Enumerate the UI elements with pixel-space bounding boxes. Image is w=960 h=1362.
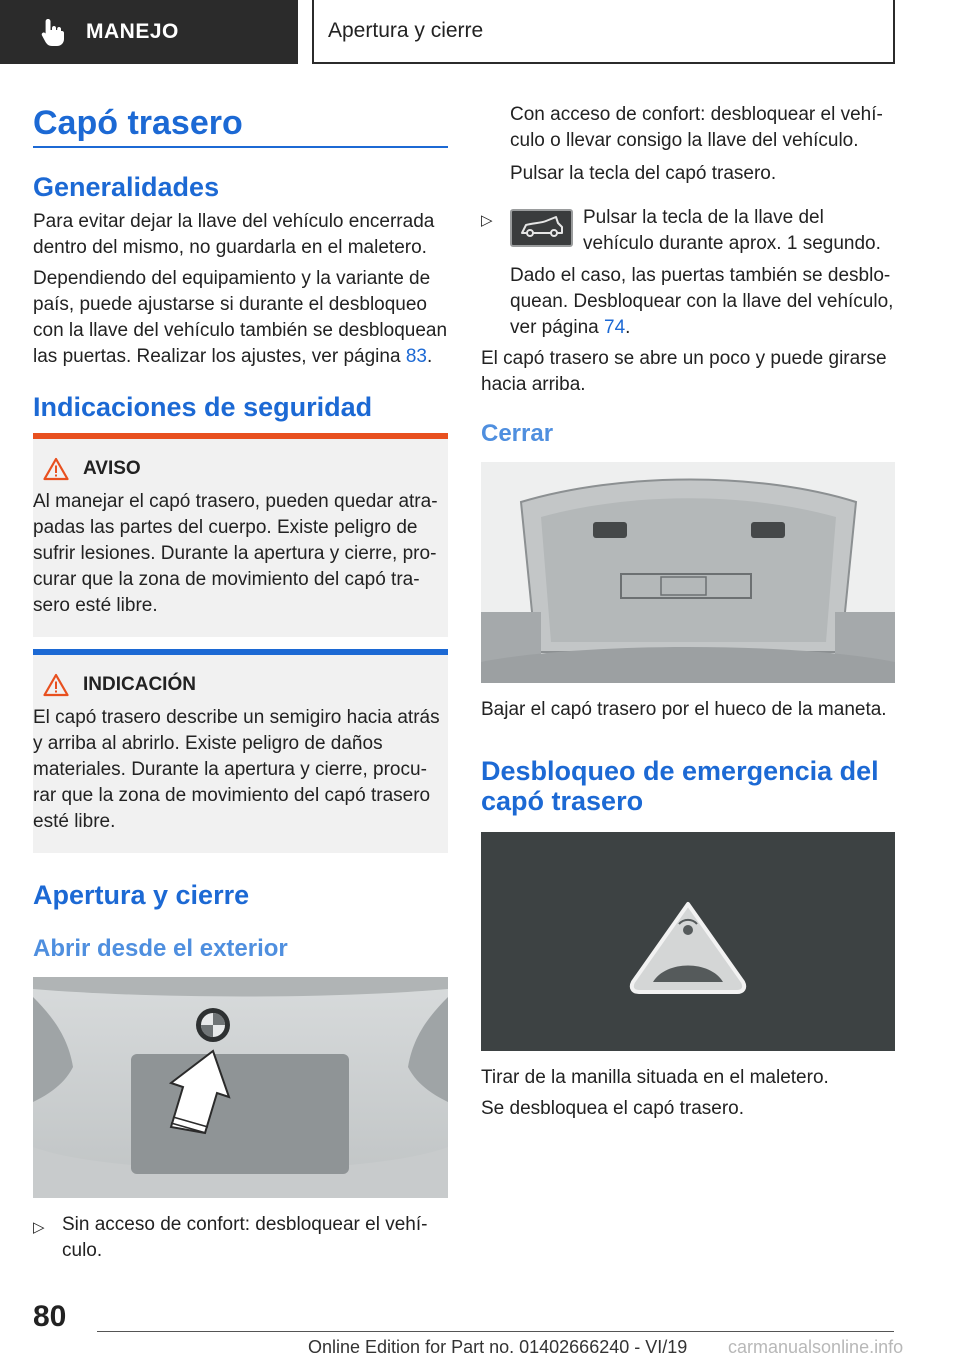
indicacion-text: El capó trasero describe un semigiro hacia atrás y arriba al abrirlo. Existe peligro de daños materiales. Durante la apertura y cierre, procurar que la zona de movimiento del capó trasero esté libre. [33,707,440,832]
aviso-text: Al manejar el capó trasero, pueden quedar atrapadas las partes del cuerpo. Existe peligro de sufrir lesiones. Durante la apertura y cierre, procurar que la zona de movimiento del capó trasero esté libre. [33,491,438,616]
aviso-bar [33,433,448,439]
figure-trunk-lid-inside [481,462,895,683]
indicacion-label: INDICACIÓN [83,674,196,695]
heading-apertura: Apertura y cierre [33,880,250,910]
page-link-74[interactable]: 74 [604,317,626,338]
chapter-header [312,0,895,64]
watermark: carmanualsonline.info [728,1337,904,1357]
step-sin-acceso: Sin acceso de confort: desbloquear el vehículo. [62,1214,428,1261]
generalidades-p1: Para evitar dejar la llave del vehículo encerrada dentro del mismo, no guardarla en el maletero. [33,211,435,258]
warning-box-aviso [33,433,448,637]
title-rule [33,146,448,148]
warning-triangle-icon [43,673,69,697]
heading-generalidades: Generalidades [33,172,220,202]
triangle-bullet-icon: ▷ [33,1219,45,1236]
aviso-label: AVISO [83,458,141,479]
hand-pointer-icon [40,17,66,47]
text-se-desbloquea: Se desbloquea el capó trasero. [481,1098,745,1119]
warning-triangle-icon [43,457,69,481]
text-cerrar: Bajar el capó trasero por el hueco de la maneta. [481,699,887,720]
heading-emergencia: Desbloqueo de emergencia del capó trasero [481,756,879,816]
text-tirar-manilla: Tirar de la manilla situada en el maletero. [481,1067,829,1088]
triangle-bullet-icon: ▷ [481,212,493,229]
key-trunk-button-image [510,209,573,247]
figure-trunk-exterior [33,977,448,1198]
warning-box-indicacion [33,649,448,853]
generalidades-p2: Dependiendo del equipamiento y la variante de país, puede ajustarse si durante el desbloqueo con la llave del vehículo también se desbloquean las puertas. Realizar los ajustes, ver página 83. [33,268,448,367]
heading-cerrar: Cerrar [481,420,554,447]
text-capo-se-abre: El capó trasero se abre un poco y puede girarse hacia arriba. [481,348,887,395]
heading-abrir-exterior: Abrir desde el exterior [33,935,288,962]
page-link-83[interactable]: 83 [405,346,427,367]
text-pulsar-tecla: Pulsar la tecla del capó trasero. [510,163,777,184]
indicacion-bar [33,649,448,655]
section-label: MANEJO [86,20,179,43]
chapter-title: Apertura y cierre [328,19,484,42]
text-con-acceso: Con acceso de confort: desbloquear el vehículo o llevar consigo la llave del vehículo. [510,104,883,151]
page-title: Capó trasero [33,104,243,142]
page-number: 80 [33,1300,67,1333]
step-pulsar-llave: Pulsar la tecla de la llave del vehículo durante aprox. 1 segundo. [583,207,881,254]
footer-rule [97,1331,894,1332]
heading-seguridad: Indicaciones de seguridad [33,392,373,422]
section-tab [0,0,298,64]
figure-emergency-release [481,832,895,1051]
text-dado-el-caso: Dado el caso, las puertas también se desbloquean. Desbloquear con la llave del vehículo, ver página 74. [510,265,894,338]
footer-edition: Online Edition for Part no. 01402666240 - VI/19 [308,1337,688,1357]
